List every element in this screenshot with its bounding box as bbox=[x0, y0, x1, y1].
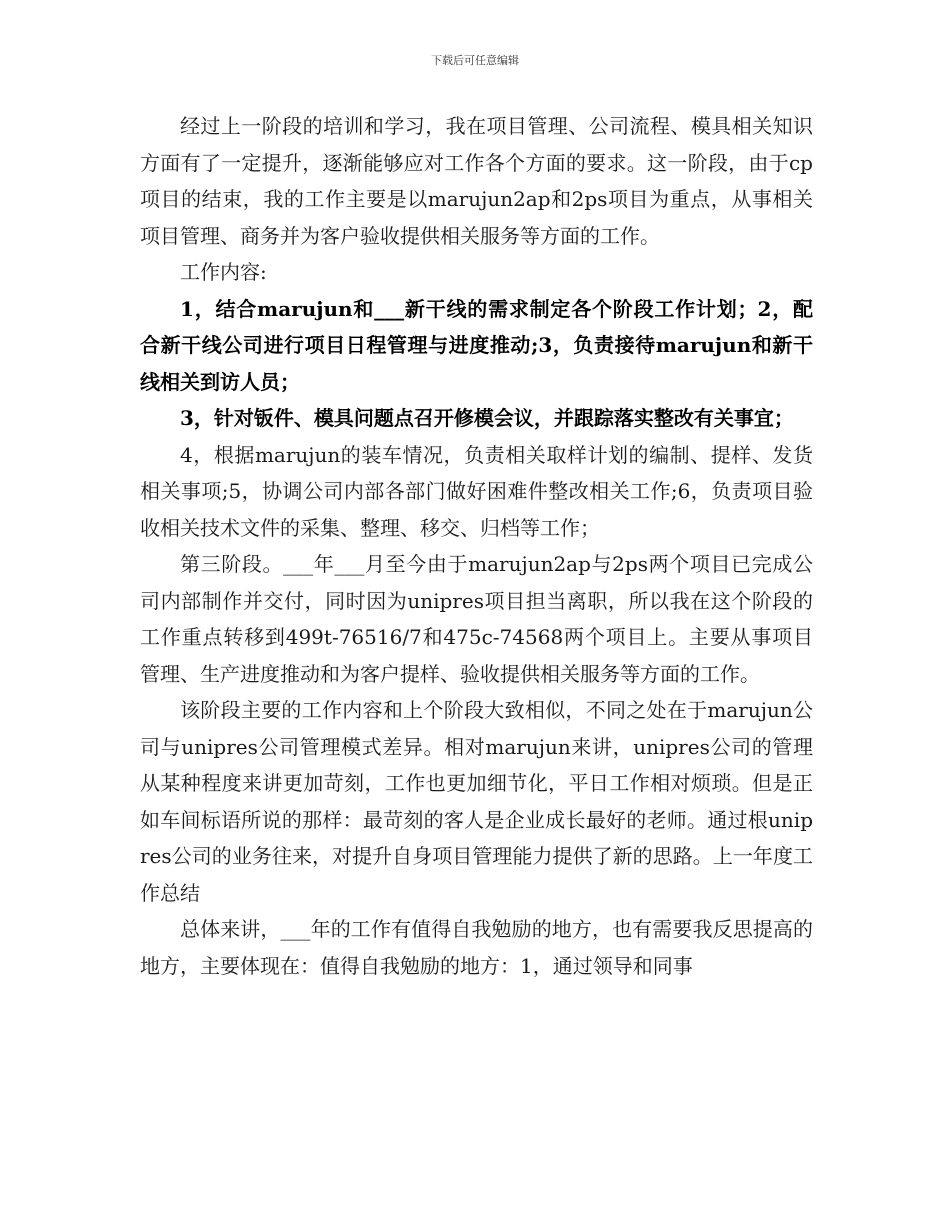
paragraph-summary: 总体来讲，___年的工作有值得自我勉励的地方，也有需要我反思提高的地方，主要体现在：值得自我勉励的地方：1，通过领导和同事 bbox=[140, 917, 813, 978]
paragraph-task-list-3: 4，根据marujun的装车情况，负责相关取样计划的编制、提样、发货相关事项;5，协调公司内部各部门做好困难件整改相关工作;6，负责项目验收相关技术文件的采集、整理、移交、归档等工作； bbox=[140, 442, 813, 540]
paragraph-intro: 经过上一阶段的培训和学习，我在项目管理、公司流程、模具相关知识方面有了一定提升，逐渐能够应对工作各个方面的要求。这一阶段，由于cp项目的结束，我的工作主要是以marujun2ap和2ps项目为重点，从事相关项目管理、商务并为客户验收提供相关服务等方面的工作。 bbox=[140, 114, 813, 248]
paragraph-work-content-heading: 工作内容: bbox=[180, 260, 267, 284]
page-header: 下载后可任意编辑 bbox=[431, 54, 519, 67]
paragraph-task-list-2: 3，针对钣件、模具问题点召开修模会议，并跟踪落实整改有关事宜； bbox=[180, 406, 794, 430]
document-body bbox=[140, 108, 813, 984]
paragraph-stage-comparison: 该阶段主要的工作内容和上个阶段大致相似，不同之处在于marujun公司与unipres公司管理模式差异。相对marujun来讲，unipres公司的管理从某种程度来讲更加苛刻，工作也更加细节化，平日工作相对烦琐。但是正如车间标语所说的那样：最苛刻的客人是企业成长最好的老师。通过根unipres公司的业务往来，对提升自身项目管理能力提供了新的思路。上一年度工作总结 bbox=[140, 698, 813, 905]
paragraph-stage-three: 第三阶段。___年___月至今由于marujun2ap与2ps两个项目已完成公司内部制作并交付，同时因为unipres项目担当离职，所以我在这个阶段的工作重点转移到499t-76516/7和475c-74568两个项目上。主要从事项目管理、生产进度推动和为客户提样、验收提供相关服务等方面的工作。 bbox=[140, 552, 813, 686]
paragraph-task-list-1: 1，结合marujun和___新干线的需求制定各个阶段工作计划；2，配合新干线公司进行项目日程管理与进度推动;3，负责接待marujun和新干线相关到访人员； bbox=[140, 296, 813, 394]
